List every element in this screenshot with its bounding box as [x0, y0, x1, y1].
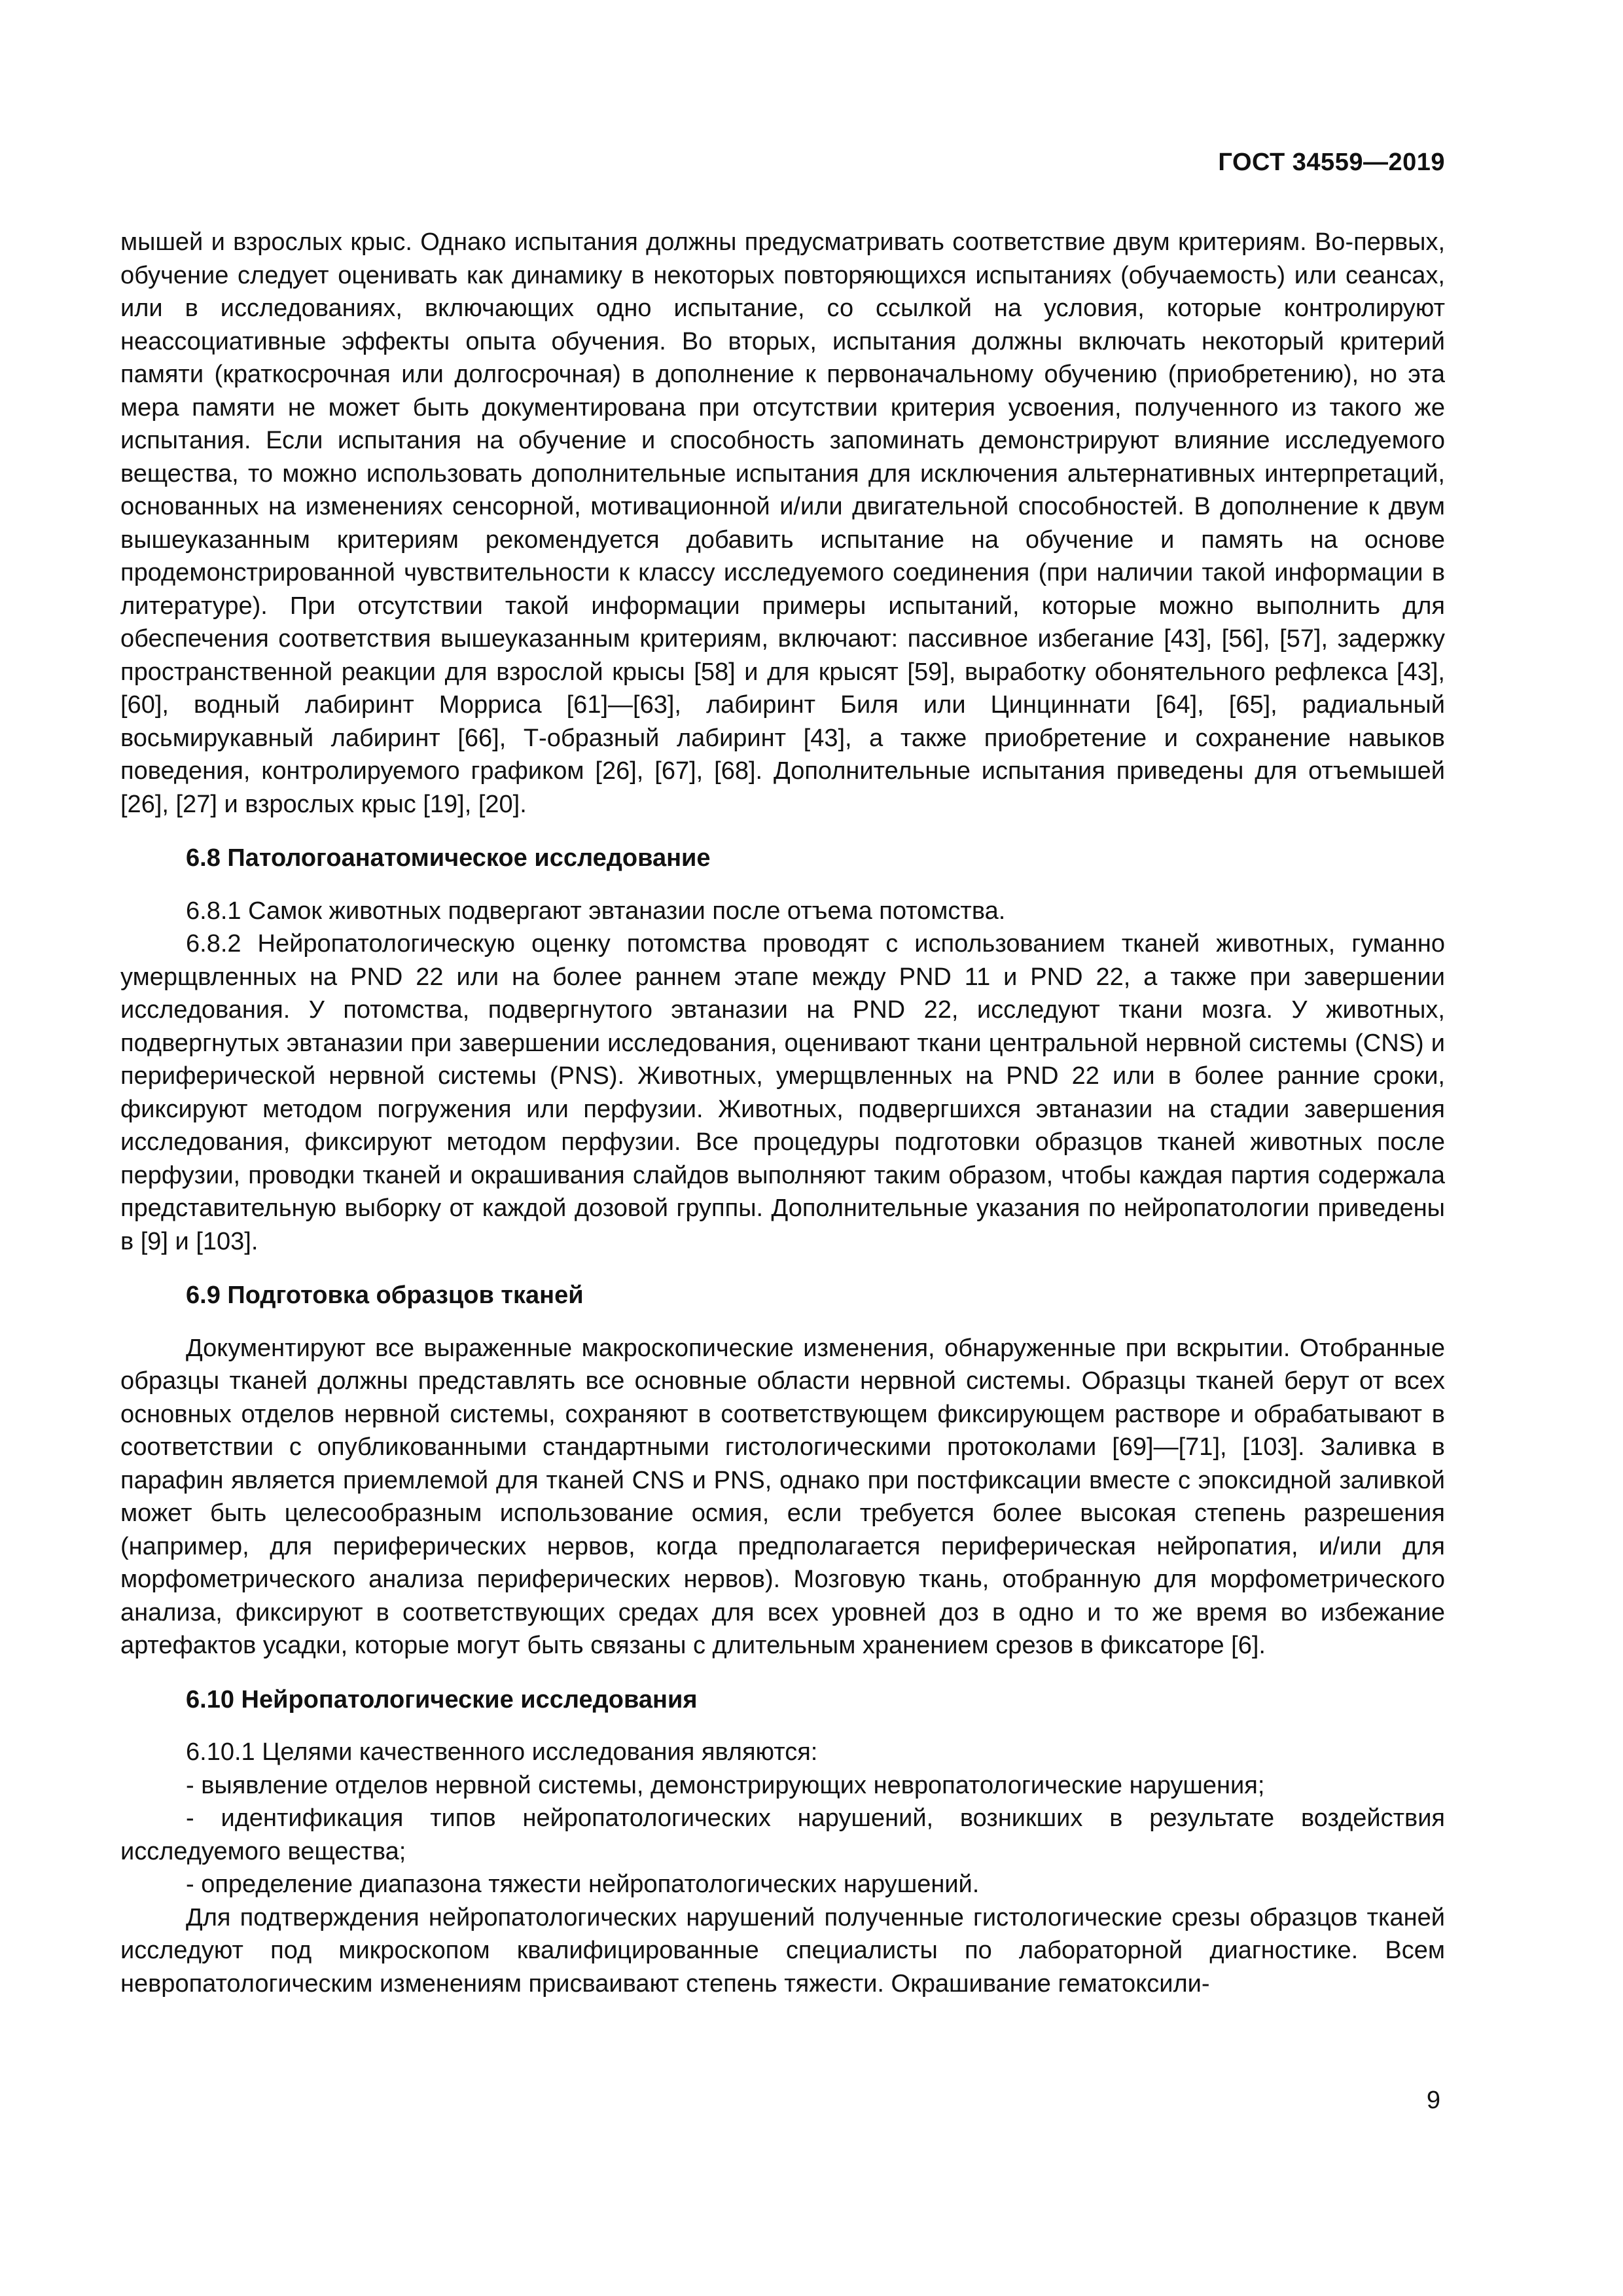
section-6-10-title: 6.10 Нейропатологические исследования [186, 1685, 698, 1713]
list-item: - определение диапазона тяжести нейропатологических нарушений. [186, 1871, 980, 1898]
paragraph-6-8-2: 6.8.2 Нейропатологическую оценку потомства проводят с использованием тканей животных, гуманно умерщвленных на PND 22 или на более раннем этапе между PND 11 и PND 22, а также при завершении исследования. У потомства, подвергнутого эвтаназии на PND 22, исследуют ткани мозга. У животных, подвергнутых эвтаназии при завершении исследования, оценивают ткани центральной нервной системы (CNS) и периферической нервной системы (PNS). Животных, умерщвленных на PND 22 или в более ранние сроки, фиксируют методом погружения или перфузии. Животных, подвергшихся эвтаназии на стадии завершения исследования, фиксируют методом перфузии. Все процедуры подготовки образцов тканей животных после перфузии, проводки тканей и окрашивания слайдов выполняют таким образом, чтобы каждая партия содержала представительную выборку от каждой дозовой группы. Дополнительные указания по нейропатологии приведены в [9] и [103]. [120, 930, 1445, 1255]
page-number: 9 [1426, 2087, 1440, 2114]
paragraph-6-8-1: 6.8.1 Самок животных подвергают эвтаназии после отъема потомства. [186, 897, 1006, 925]
paragraph-6-9: Документируют все выраженные макроскопические изменения, обнаруженные при вскрытии. Отобранные образцы тканей должны представлять все основные области нервной системы. Образцы тканей берут от всех основных отделов нервной системы, сохраняют в соответствующем фиксирующем растворе и обрабатывают в соответствии с опубликованными стандартными гистологическими протоколами [69]—[71], [103]. Заливка в парафин является приемлемой для тканей CNS и PNS, однако при постфиксации вместе с эпоксидной заливкой может быть целесообразным использование осмия, если требуется более высокая степень разрешения (например, для периферических нервов, когда предполагается периферическая нейропатия, и/или для морфометрического анализа периферических нервов). Мозговую ткань, отобранную для морфометрического анализа, фиксируют в соответствующих средах для всех уровней доз в одно и то же время во избежание артефактов усадки, которые могут быть связаны с длительным хранением срезов в фиксаторе [6]. [120, 1334, 1445, 1659]
list-item: - идентификация типов нейропатологических нарушений, возникших в результате воздействия исследуемого вещества; [120, 1804, 1445, 1865]
section-6-8-title: 6.8 Патологоанатомическое исследование [186, 844, 711, 872]
paragraph-6-10-1: 6.10.1 Целями качественного исследования являются: [186, 1738, 818, 1766]
section-6-9-title: 6.9 Подготовка образцов тканей [186, 1282, 584, 1309]
paragraph-6-10-2: Для подтверждения нейропатологических нарушений полученные гистологические срезы образцов тканей исследуют под микроскопом квалифицированные специалисты по лабораторной диагностике. Всем невропатологическим изменениям присваивают степень тяжести. Окрашивание гематоксили- [120, 1903, 1445, 1998]
document-body [120, 226, 1445, 2000]
intro-paragraph: мышей и взрослых крыс. Однако испытания должны предусматривать соответствие двум критериям. Во-первых, обучение следует оценивать как динамику в некоторых повторяющихся испытаниях (обучаемость) или сеансах, или в исследованиях, включающих одно испытание, со ссылкой на условия, которые контролируют неассоциативные эффекты опыта обучения. Во вторых, испытания должны включать некоторый критерий памяти (краткосрочная или долгосрочная) в дополнение к первоначальному обучению (приобретению), но эта мера памяти не может быть документирована при отсутствии критерия усвоения, полученного из такого же испытания. Если испытания на обучение и способность запоминать демонстрируют влияние исследуемого вещества, то можно использовать дополнительные испытания для исключения альтернативных интерпретаций, основанных на изменениях сенсорной, мотивационной и/или двигательной способностей. В дополнение к двум вышеуказанным критериям рекомендуется добавить испытание на обучение и память на основе продемонстрированной чувствительности к классу исследуемого соединения (при наличии такой информации в литературе). При отсутствии такой информации примеры испытаний, которые можно выполнить для обеспечения соответствия вышеуказанным критериям, включают: пассивное избегание [43], [56], [57], задержку пространственной реакции для взрослой крысы [58] и для крысят [59], выработку обонятельного рефлекса [43], [60], водный лабиринт Морриса [61]—[63], лабиринт Биля или Цинциннати [64], [65], радиальный восьмирукавный лабиринт [66], Т-образный лабиринт [43], а также приобретение и сохранение навыков поведения, контролируемого графиком [26], [67], [68]. Дополнительные испытания приведены для отъемышей [26], [27] и взрослых крыс [19], [20]. [120, 228, 1445, 818]
standard-code: ГОСТ 34559—2019 [1218, 149, 1445, 176]
list-item: - выявление отделов нервной системы, демонстрирующих невропатологические нарушения; [186, 1771, 1265, 1799]
